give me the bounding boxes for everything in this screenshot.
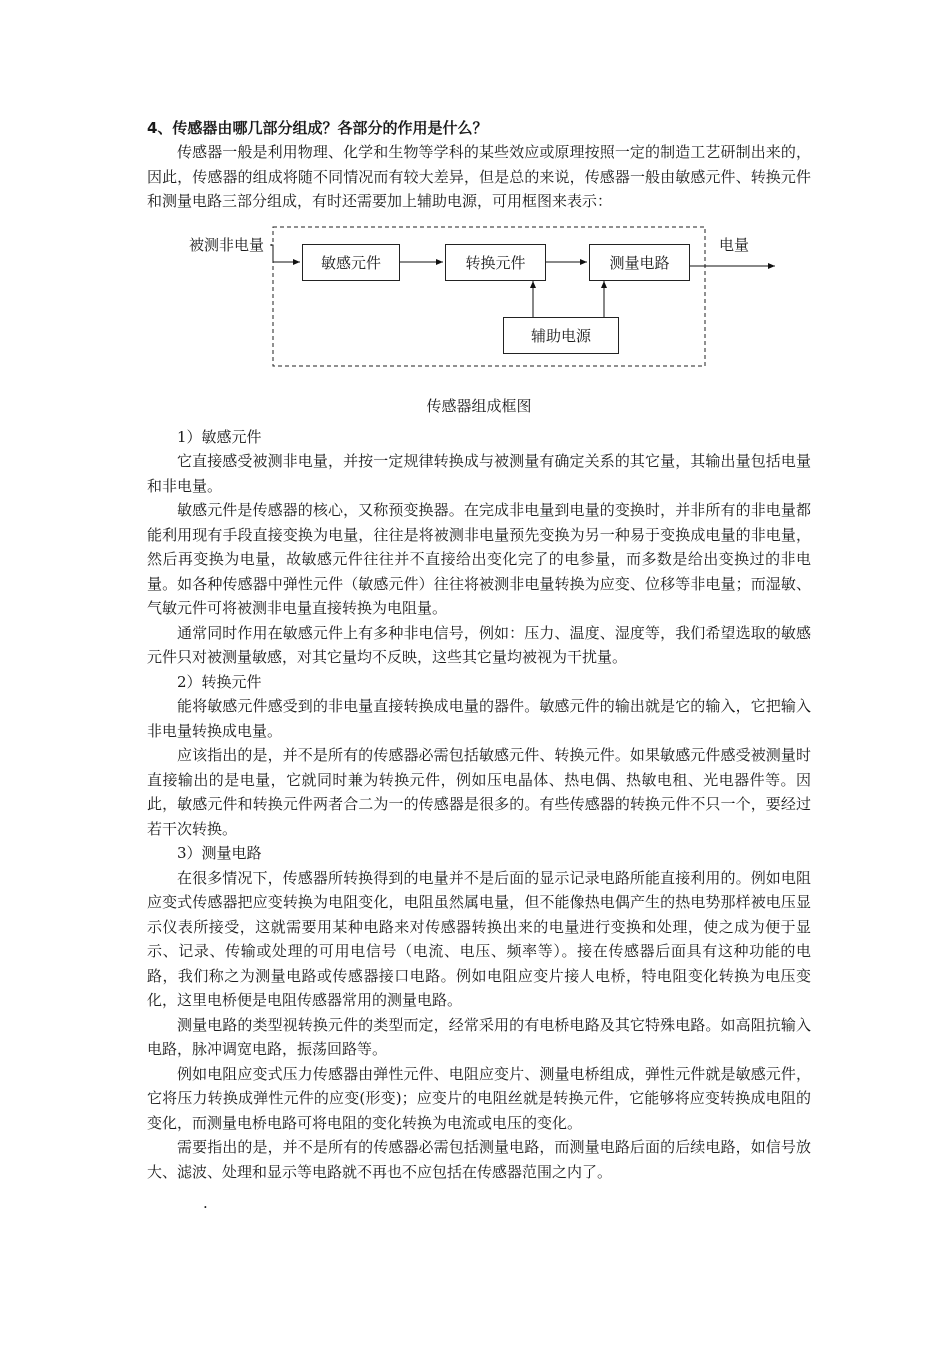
input-arrow	[271, 245, 300, 262]
question-heading: 4、传感器由哪几部分组成？各部分的作用是什么？	[147, 119, 488, 137]
intro-paragraph: 传感器一般是利用物理、化学和生物等学科的某些效应或原理按照一定的制造工艺研制出来的，因此，传感器的组成将随不同情况而有较大差异，但是总的来说，传感器一般由敏感元件、转换元件和测量电路三部分组成，有时还需要加上辅助电源，可用框图来表示：	[147, 143, 811, 210]
diagram-caption: 传感器组成框图	[426, 396, 532, 415]
section-1-paragraph-1: 它直接感受被测非电量，并按一定规律转换成与被测量有确定关系的其它量，其输出量包括电量和非电量。	[147, 452, 811, 495]
block-diagram	[147, 216, 811, 387]
section-3-title: 3）测量电路	[177, 844, 262, 862]
section-3-paragraph-2: 测量电路的类型视转换元件的类型而定，经常采用的有电桥电路及其它特殊电路。如高阻抗输入电路，脉冲调宽电路，振荡回路等。	[147, 1015, 811, 1058]
section-1-paragraph-2: 敏感元件是传感器的核心，又称预变换器。在完成非电量到电量的变换时，并非所有的非电量都能利用现有手段直接变换为电量，往往是将被测非电量预先变换为另一种易于变换成电量的非电量，然后再变换为电量，故敏感元件往往并不直接给出变化完了的电参量，而多数是给出变换过的非电量。如各种传感器中弹性元件（敏感元件）往往将被测非电量转换为应变、位移等非电量；而湿敏、气敏元件可将被测非电量直接转换为电阻量。	[147, 501, 811, 617]
section-2-paragraph-2: 应该指出的是，并不是所有的传感器必需包括敏感元件、转换元件。如果敏感元件感受被测量时直接输出的是电量，它就同时兼为转换元件，例如压电晶体、热电偶、热敏电租、光电器件等。因此，敏感元件和转换元件两者合二为一的传感器是很多的。有些传感器的转换元件不只一个，要经过若干次转换。	[147, 746, 811, 838]
measurement-circuit-box: 测量电路	[589, 244, 690, 281]
output-label: 电量	[719, 235, 750, 254]
section-3-paragraph-1: 在很多情况下，传感器所转换得到的电量并不是后面的显示记录电路所能直接利用的。例如电阻应变式传感器把应变转换为电阻变化，电阻虽然属电量，但不能像热电偶产生的热电势那样被电压显示仪表所接受，这就需要用某种电路来对传感器转换出来的电量进行变换和处理，使之成为便于显示、记录、传输或处理的可用电信号（电流、电压、频率等）。接在传感器后面具有这种功能的电路，我们称之为测量电路或传感器接口电路。例如电阻应变片接人电桥，特电阻变化转换为电压变化，这里电桥便是电阻传感器常用的测量电路。	[147, 868, 811, 1009]
page-content	[147, 116, 811, 1184]
input-label: 被测非电量	[189, 235, 265, 254]
section-3-paragraph-3: 例如电阻应变式压力传感器由弹性元件、电阻应变片、测量电桥组成，弹性元件就是敏感元件，它将压力转换成弹性元件的应变(形变)；应变片的电阻丝就是转换元件，它能够将应变转换成电阻的变化，而测量电桥电路可将电阻的变化转换为电流或电压的变化。	[147, 1064, 811, 1132]
section-3-paragraph-4: 需要指出的是，并不是所有的传感器必需包括测量电路，而测量电路后面的后续电路，如信号放大、滤波、处理和显示等电路就不再也不应包括在传感器范围之内了。	[147, 1138, 811, 1181]
section-2-paragraph-1: 能将敏感元件感受到的非电量直接转换成电量的器件。敏感元件的输出就是它的输入，它把输入非电量转换成电量。	[147, 697, 811, 740]
auxiliary-power-box: 辅助电源	[503, 317, 619, 354]
sensitive-element-box: 敏感元件	[302, 244, 400, 281]
trailing-dot: ·	[203, 1198, 208, 1216]
conversion-element-box: 转换元件	[445, 244, 546, 281]
section-2-title: 2）转换元件	[177, 672, 262, 691]
section-1-title: 1）敏感元件	[177, 427, 262, 446]
section-1-paragraph-3: 通常同时作用在敏感元件上有多种非电信号，例如：压力、温度、湿度等，我们希望选取的敏感元件只对被测量敏感，对其它量均不反映，这些其它量均被视为干扰量。	[147, 623, 811, 666]
